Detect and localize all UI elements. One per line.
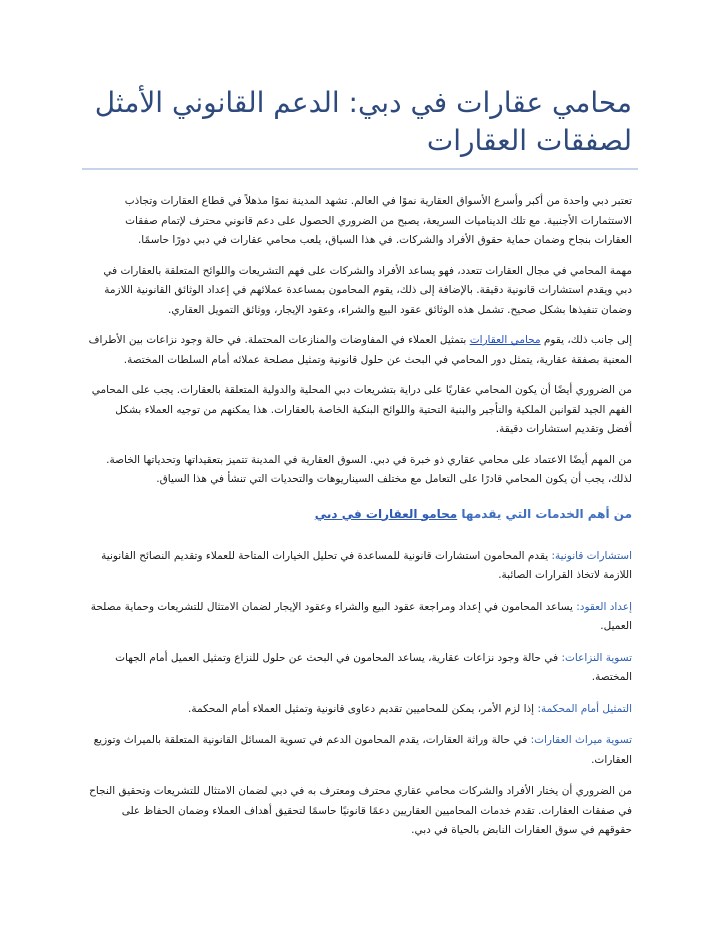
service-item	[88, 649, 632, 688]
service-item	[88, 731, 632, 770]
service-item	[88, 598, 632, 637]
service-text: يساعد المحامون في إعداد ومراجعة عقود البيع والشراء وعقود الإيجار لضمان الامتثال للتشريعات وحماية مصلحة العميل.	[90, 600, 632, 632]
service-text: إذا لزم الأمر، يمكن للمحاميين تقديم دعاوى قانونية وتمثيل العملاء أمام المحكمة.	[187, 702, 538, 715]
service-item	[88, 700, 632, 720]
service-label: التمثيل أمام المحكمة:	[537, 702, 632, 715]
service-label: إعداد العقود:	[576, 600, 632, 613]
intro-paragraph: تعتبر دبي واحدة من أكبر وأسرع الأسواق العقارية نموًا في العالم. تشهد المدينة نموًا مذهلاً في قطاع العقارات وتجاذب الاستثمارات الأجنبية. مع تلك الديناميات السريعة، يصبح من الضروري الحصول على دعم قانوني محترف لإتمام صفقات العقارات بنجاح وضمان حماية حقوق الأفراد والشركات. في هذا السياق، يلعب محامي عقارات في دبي دورًا حاسمًا.	[124, 195, 632, 246]
services-heading-text: من أهم الخدمات التي يقدمها	[457, 506, 632, 521]
lawyer-role-paragraph: مهمة المحامي في مجال العقارات تتعدد، فهو يساعد الأفراد والشركات على فهم التشريعات واللوائح المتعلقة بالعقارات في دبي ويقدم استشارات قانونية دقيقة. بالإضافة إلى ذلك، يقوم المحامون بمساعدة عملائهم في إعداد الوثائق القانونية اللازمة وضمان تنفيذها بشكل صحيح. تشمل هذه الوثائق عقود البيع والشراء، وعقود الإيجار، ووثائق التمويل العقاري.	[103, 264, 632, 316]
representation-paragraph	[88, 331, 632, 370]
dubai-lawyers-link[interactable]: محامو العقارات في دبي	[314, 506, 458, 521]
experience-paragraph: من المهم أيضًا الاعتماد على محامي عقاري ذو خبرة في دبي. السوق العقارية في المدينة تتميز بتعقيداتها وتحدياتها الخاصة. لذلك، يجب أن يكون المحامي قادرًا على التعامل مع مختلف السيناريوهات والتحديات التي تنشأ في هذا السياق.	[106, 453, 632, 485]
real-estate-lawyer-link[interactable]: محامي العقارات	[469, 334, 541, 346]
legislation-paragraph: من الضروري أيضًا أن يكون المحامي عقاريًا على دراية بتشريعات دبي المحلية والدولية المتعلقة بالعقارات. يجب على المحامي الفهم الجيد لقوانين الملكية والتأجير والبنية التحتية واللوائح البنكية الخاصة بالعقارات. هذا يمكنهم من توجيه العملاء بشكل أفضل وتقديم استشارات دقيقة.	[91, 384, 632, 435]
title-divider	[82, 168, 638, 170]
service-text: في حالة وجود نزاعات عقارية، يساعد المحامون في البحث عن حلول للنزاع وتمثيل العميل أمام الجهات المختصة.	[115, 651, 632, 683]
services-heading	[88, 507, 632, 521]
service-label: تسوية ميراث العقارات:	[530, 734, 632, 746]
service-label: تسوية النزاعات:	[561, 651, 632, 664]
service-label: استشارات قانونية:	[551, 549, 632, 562]
paragraph-text: بتمثيل العملاء في المفاوضات والمنازعات المحتملة. في حالة وجود نزاعات بين الأطراف المعنية بصفقة عقارية، يتمثل دور المحامي في البحث عن حلول قانونية وتمثيل مصلحة عملائه أمام السلطات المختصة.	[88, 334, 632, 366]
service-item	[88, 547, 632, 586]
paragraph-text: إلى جانب ذلك، يقوم	[540, 334, 632, 346]
service-text: يقدم المحامون استشارات قانونية للمساعدة في تحليل الخيارات المتاحة للعملاء وتقديم النصائح القانونية اللازمة لاتخاذ القرارات الصائبة.	[101, 549, 632, 581]
closing-paragraph: من الضروري أن يختار الأفراد والشركات محامي عقاري محترف ومعترف به في دبي لضمان الامتثال للتشريعات وتحقيق النجاح في صفقات العقارات. تقدم خدمات المحاميين العقاريين دعمًا قانونيًا حاسمًا لتحقيق أهداف العملاء وضمان الحفاظ على حقوقهم في سوق العقارات النابض بالحياة في دبي.	[89, 785, 632, 836]
service-text: في حالة وراثة العقارات، يقدم المحامون الدعم في تسوية المسائل القانونية المتعلقة بالميراث وتوزيع العقارات.	[93, 734, 632, 766]
page-title: محامي عقارات في دبي: الدعم القانوني الأمثل لصفقات العقارات	[94, 86, 632, 157]
